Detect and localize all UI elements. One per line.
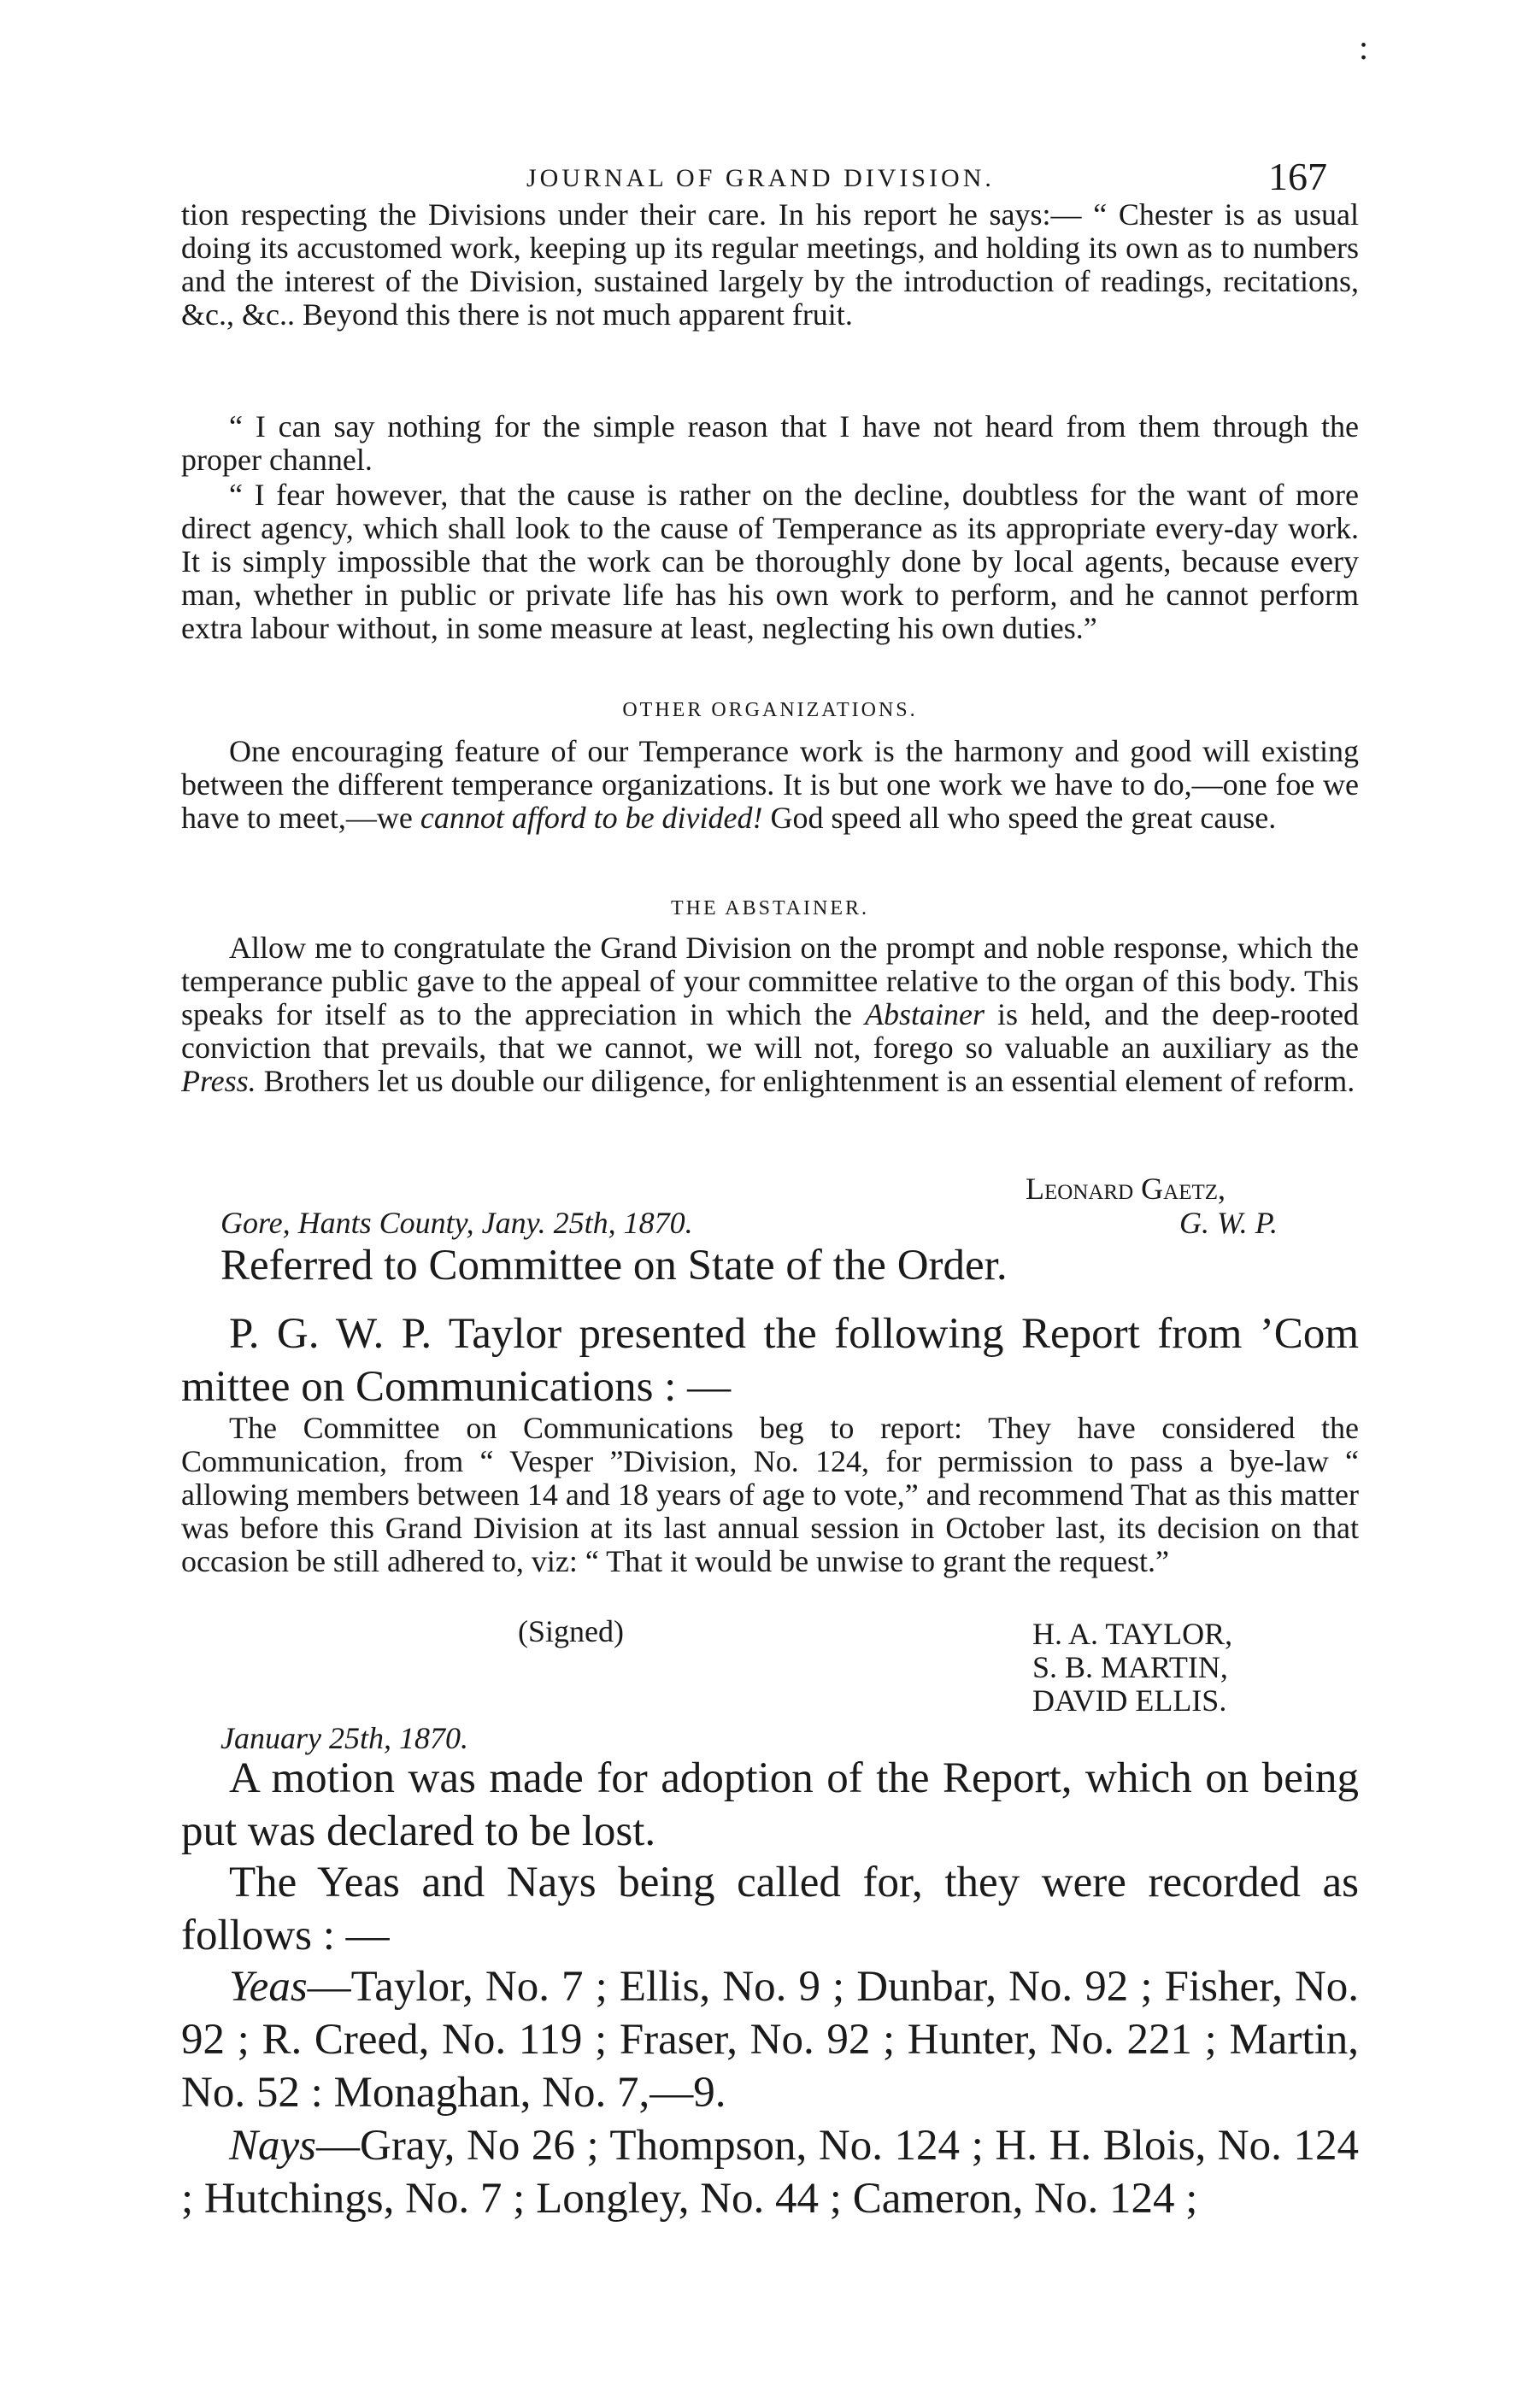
paragraph-chester-report: tion respecting the Divisions under their care. In his report he says:— “ Chester is as usual doing its accustomed work, keeping up its regular meetings, and holding its own as to numbers and the interest of the Division, sustained largely by the introduction of readings, recitations, &c., &c.. Beyond this there is not much apparent fruit.: [181, 197, 1359, 332]
place-date: Gore, Hants County, Jany. 25th, 1870.: [220, 1206, 693, 1240]
paragraph-proper-channel: “ I can say nothing for the simple reason that I have not heard from them through the proper channel.: [181, 409, 1359, 477]
report-date: January 25th, 1870.: [220, 1721, 468, 1755]
paragraph-the-abstainer: Allow me to congratulate the Grand Division on the prompt and noble response, which the temperance public gave to the appeal of your committee relative to the organ of this body. This speaks for itself as to the appreciation in which the Abstainer is held, and the deep-rooted conviction that prevails, that we cannot, we will not, forego so valuable an auxiliary as the Press. Brothers let us double our diligence, for enlightenment is an essential element of reform.: [181, 931, 1359, 1098]
nays-label: Nays: [229, 2122, 316, 2170]
committee-report: The Committee on Communications beg to report: They have considered the Communication, from “ Vesper ”Division, No. 124, for permission to pass a bye-law “ allowing members between 14 and 18 years of age to vote,” and recommend That as this matter was before this Grand Division at its last annual session in October last, its decision on that occasion be still adhered to, viz: “ That it would be unwise to grant the request.”: [181, 1411, 1359, 1578]
italic-press: Press.: [181, 1064, 256, 1098]
header-mark: :: [1359, 28, 1369, 67]
italic-abstainer: Abstainer: [865, 997, 985, 1031]
referred-to-committee: Referred to Committee on State of the Order.: [220, 1242, 1008, 1289]
signatory-taylor: H. A. TAYLOR,: [1032, 1617, 1233, 1651]
heading-the-abstainer: THE ABSTAINER.: [670, 897, 870, 919]
running-title: JOURNAL OF GRAND DIVISION.: [526, 164, 995, 192]
yeas-nays-intro: The Yeas and Nays being called for, they were recorded as follows : —: [181, 1859, 1359, 1959]
heading-other-organizations: OTHER ORGANIZATIONS.: [622, 699, 918, 721]
paragraph-other-organizations: One encouraging feature of our Temperance work is the harmony and good will existing between the different temperance organizations. It is but one work we have to do,—one foe we have to meet,—we cannot afford to be divided! God speed all who speed the great cause.: [181, 734, 1359, 835]
signatory-martin: S. B. MARTIN,: [1032, 1650, 1228, 1684]
yeas-list: Yeas—Taylor, No. 7 ; Ellis, No. 9 ; Dunbar, No. 92 ; Fisher, No. 92 ; R. Creed, No. 119 ; Fraser, No. 92 ; Hunter, No. 221 ; Martin, No. 52 : Monaghan, No. 7,—9.: [181, 1963, 1359, 2117]
taylor-presented: P. G. W. P. Taylor presented the following Report from ’Com mittee on Communications : —: [181, 1310, 1359, 1411]
italic-emphasis: cannot afford to be divided!: [420, 801, 763, 835]
page-number: 167: [1268, 155, 1327, 198]
signer-title: G. W. P.: [1179, 1206, 1278, 1240]
nays-list: Nays—Gray, No 26 ; Thompson, No. 124 ; H. H. Blois, No. 124 ; Hutchings, No. 7 ; Longley, No. 44 ; Cameron, No. 124 ;: [181, 2122, 1359, 2223]
paragraph-cause-decline: “ I fear however, that the cause is rather on the decline, doubtless for the want of more direct agency, which shall look to the cause of Temperance as its appropriate every-day work. It is simply impossible that the work can be thoroughly done by local agents, because every man, whether in public or private life has his own work to perform, and he cannot perform extra labour without, in some measure at least, neglecting his own duties.”: [181, 478, 1359, 645]
signatory-ellis: DAVID ELLIS.: [1032, 1683, 1227, 1718]
motion-paragraph: A motion was made for adoption of the Report, which on being put was declared to be lost.: [181, 1754, 1359, 1855]
signed-label: (Signed): [518, 1614, 624, 1648]
yeas-label: Yeas: [229, 1963, 308, 2011]
signer-name: Leonard Gaetz,: [1026, 1172, 1226, 1206]
